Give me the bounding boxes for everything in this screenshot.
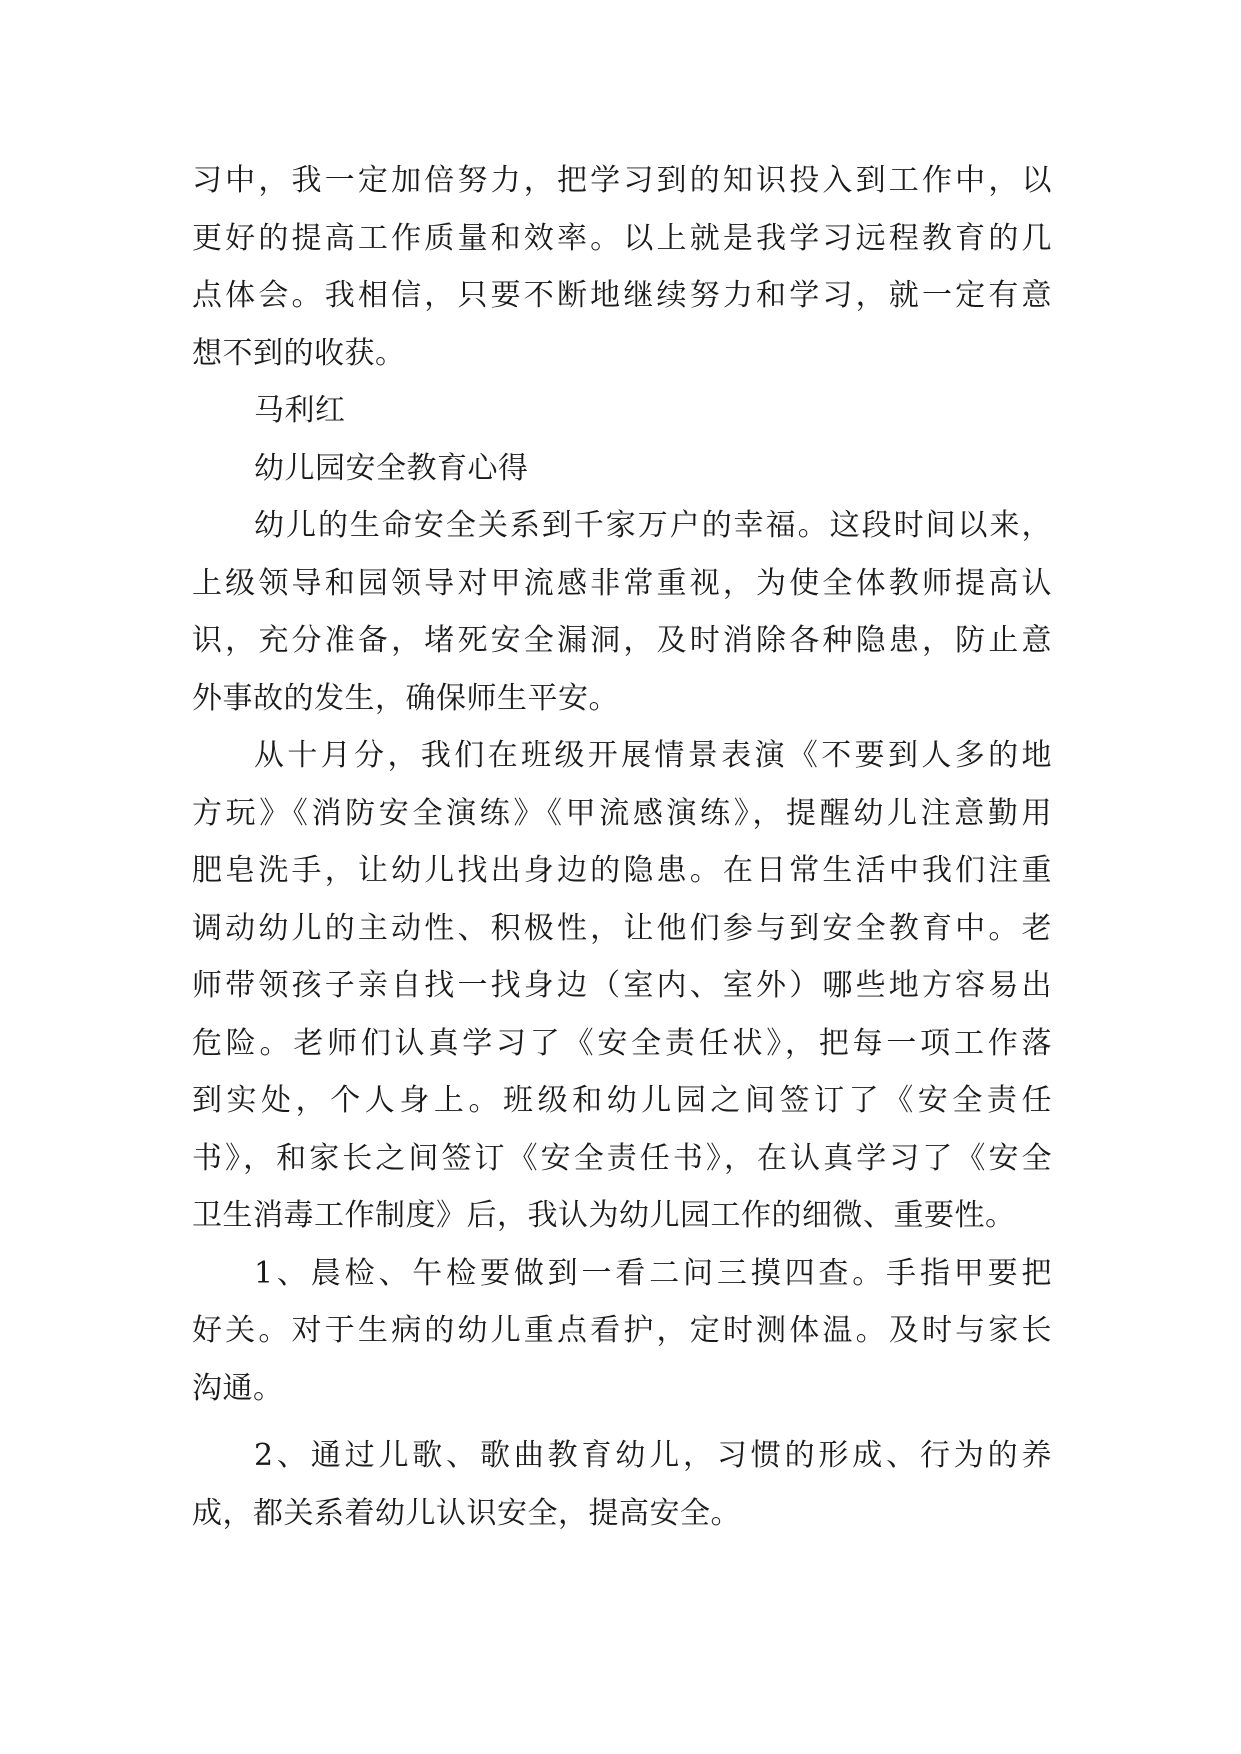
text-line: 成，都关系着幼儿认识安全，提高安全。 <box>192 1495 741 1531</box>
text-line: 幼儿的生命安全关系到千家万户的幸福。这段时间以来， <box>254 508 1052 543</box>
text-line: 到实处，个人身上。班级和幼儿园之间签订了《安全责任 <box>192 1083 1052 1118</box>
text-line: 习中，我一定加倍努力，把学习到的知识投入到工作中，以 <box>192 163 1052 198</box>
text-line: 沟通。 <box>192 1370 284 1406</box>
text-line: 点体会。我相信，只要不断地继续努力和学习，就一定有意 <box>192 278 1052 313</box>
text-line: 上级领导和园领导对甲流感非常重视，为使全体教师提高认 <box>192 565 1052 601</box>
article-title: 幼儿园安全教育心得 <box>254 450 529 486</box>
text-line: 卫生消毒工作制度》后，我认为幼儿园工作的细微、重要性。 <box>192 1198 1016 1233</box>
text-line: 书》，和家长之间签订《安全责任书》，在认真学习了《安全 <box>192 1140 1052 1176</box>
text-line: 1、晨检、午检要做到一看二问三摸四查。手指甲要把 <box>254 1255 1052 1291</box>
text-line: 想不到的收获。 <box>192 335 406 371</box>
text-line: 识，充分准备，堵死安全漏洞，及时消除各种隐患，防止意 <box>192 623 1052 658</box>
author-name: 马利红 <box>254 393 346 428</box>
text-line: 危险。老师们认真学习了《安全责任状》，把每一项工作落 <box>192 1025 1052 1061</box>
text-line: 调动幼儿的主动性、积极性，让他们参与到安全教育中。老 <box>192 910 1052 946</box>
text-line: 方玩》《消防安全演练》《甲流感演练》，提醒幼儿注意勤用 <box>192 795 1052 831</box>
text-line: 肥皂洗手，让幼儿找出身边的隐患。在日常生活中我们注重 <box>192 853 1052 888</box>
text-line: 好关。对于生病的幼儿重点看护，定时测体温。及时与家长 <box>192 1313 1052 1348</box>
document-body <box>192 152 1052 1542</box>
paragraph-gap <box>192 1417 1052 1427</box>
text-line: 2、通过儿歌、歌曲教育幼儿，习惯的形成、行为的养 <box>254 1438 1052 1473</box>
text-line: 从十月分，我们在班级开展情景表演《不要到人多的地 <box>254 738 1052 773</box>
text-line: 外事故的发生，确保师生平安。 <box>192 680 619 716</box>
text-line: 更好的提高工作质量和效率。以上就是我学习远程教育的几 <box>192 220 1052 256</box>
text-line: 师带领孩子亲自找一找身边（室内、室外）哪些地方容易出 <box>192 968 1052 1003</box>
